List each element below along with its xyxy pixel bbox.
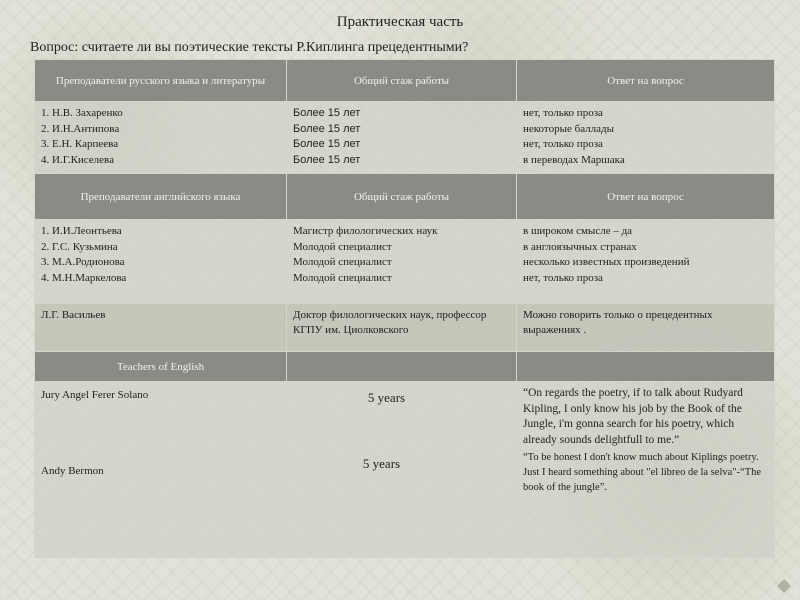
english-teachers-row	[35, 220, 775, 304]
russian-teacher-answers	[517, 102, 775, 174]
english-teacher-experience	[287, 220, 517, 304]
english-teacher-names	[35, 220, 287, 304]
russian-teachers-row	[35, 102, 775, 174]
list-item: в широком смысле – да	[523, 225, 633, 237]
list-item: Молодой специалист	[293, 256, 392, 268]
professor-row	[35, 304, 775, 352]
russian-teacher-experience	[287, 102, 517, 174]
header-teachers-of-english: Teachers of English	[35, 352, 287, 382]
survey-question: Вопрос: считаете ли вы поэтические тексты Р.Киплинга прецедентными?	[30, 40, 469, 55]
list-item: несколько известных произведений	[523, 256, 690, 268]
list-item: 2. Г.С. Кузьмина	[41, 240, 118, 253]
list-item: нет, только проза	[523, 107, 603, 119]
foreign-teacher-experience	[287, 382, 517, 558]
professor-name: Л.Г. Васильев	[35, 304, 287, 352]
header-empty	[287, 352, 517, 382]
list-item: 3. Е.Н. Карпеева	[41, 138, 119, 150]
foreign-teacher-names	[35, 382, 287, 558]
list-item: 1. И.И.Леонтьева	[41, 225, 122, 237]
professor-answer: Можно говорить только о прецедентных выражениях .	[517, 304, 775, 352]
list-item: Более 15 лет	[293, 107, 361, 119]
list-item: 4. М.Н.Маркелова	[41, 271, 127, 284]
list-item: 3. М.А.Родионова	[41, 256, 125, 268]
russian-teacher-names	[35, 102, 287, 174]
foreign-teacher-answer-2: “To be honest I don't know much about Kiplings poetry. Just I heard something about "el libreo de la selva"-“The book of the jungle”.	[523, 452, 762, 493]
list-item: 2. И.Н.Антипова	[41, 122, 120, 135]
foreign-teachers-row	[35, 382, 775, 558]
header-row-russian-teachers	[35, 60, 775, 102]
diamond-ornament-icon	[776, 578, 792, 594]
header-answer: Ответ на вопрос	[517, 60, 775, 102]
foreign-teacher-name-2: Andy Bermon	[41, 464, 104, 477]
list-item: Магистр филологических наук	[293, 225, 438, 237]
list-item: Молодой специалист	[293, 240, 392, 253]
list-item: Более 15 лет	[293, 122, 361, 135]
survey-table	[34, 59, 775, 558]
header-english-teachers: Преподаватели английского языка	[35, 174, 287, 220]
foreign-teacher-experience-2: 5 years	[362, 455, 401, 471]
list-item: Молодой специалист	[293, 271, 392, 284]
list-item: нет, только проза	[523, 138, 603, 150]
foreign-teacher-experience-1: 5 years	[367, 390, 406, 405]
list-item: в переводах Маршака	[523, 153, 625, 166]
english-teacher-answers	[517, 220, 775, 304]
foreign-teacher-answer-1: “On regards the poetry, if to talk about Rudyard Kipling, I only know his job by the Book of the Jungle, i'm gonna search for his poetry, which already sounds delightfull to me.”	[523, 387, 743, 446]
header-experience: Общий стаж работы	[287, 60, 517, 102]
header-row-teachers-of-english	[35, 352, 775, 382]
list-item: Более 15 лет	[293, 138, 361, 150]
list-item: 4. И.Г.Киселева	[41, 153, 114, 166]
header-row-english-teachers	[35, 174, 775, 220]
foreign-teacher-answers	[517, 382, 775, 558]
list-item: некоторые баллады	[523, 122, 615, 135]
header-empty	[517, 352, 775, 382]
list-item: в англоязычных странах	[523, 240, 637, 253]
header-answer: Ответ на вопрос	[517, 174, 775, 220]
list-item: нет, только проза	[523, 271, 603, 284]
list-item: 1. Н.В. Захаренко	[41, 107, 123, 119]
list-item: Более 15 лет	[293, 153, 361, 166]
header-russian-teachers: Преподаватели русского языка и литературы	[35, 60, 287, 102]
foreign-teacher-name-1: Jury Angel Ferer Solano	[41, 389, 149, 401]
header-experience: Общий стаж работы	[287, 174, 517, 220]
professor-experience: Доктор филологических наук, профессор КГПУ им. Циолковского	[287, 304, 517, 352]
page-title: Практическая часть	[336, 14, 464, 30]
